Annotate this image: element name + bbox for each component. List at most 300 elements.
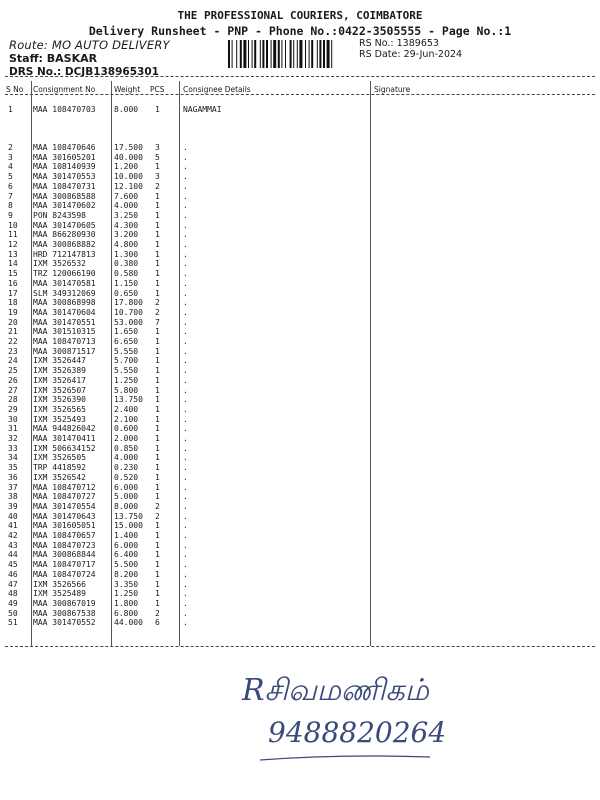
sno-cell: 1 bbox=[8, 105, 13, 114]
pcs-cell: 1 bbox=[155, 162, 160, 172]
barcode-bar bbox=[293, 40, 294, 68]
pcs-cell: 1 bbox=[155, 414, 160, 424]
rs-number: RS No.: 1389653 bbox=[359, 38, 439, 49]
weight-cell: 13.750 bbox=[114, 511, 143, 521]
pcs-cell: 2 bbox=[155, 608, 160, 618]
weight-cell: 1.650 bbox=[114, 327, 139, 337]
table-row bbox=[0, 580, 600, 590]
table-row bbox=[0, 395, 600, 405]
pcs-cell: 1 bbox=[155, 531, 160, 540]
drs-number: DRS No.: DCJB138965301 bbox=[9, 66, 159, 78]
sno-cell: 19 bbox=[8, 307, 18, 317]
consignment-cell: MAA 300867019 bbox=[33, 598, 96, 608]
sno-cell: 28 bbox=[8, 395, 18, 405]
table-row bbox=[0, 289, 600, 299]
sno-cell: 41 bbox=[8, 521, 18, 531]
weight-cell: 3.250 bbox=[114, 210, 139, 220]
details-cell: . bbox=[183, 453, 188, 463]
table-row bbox=[0, 105, 600, 115]
details-cell: . bbox=[183, 327, 188, 337]
weight-cell: 4.800 bbox=[114, 240, 139, 249]
consignment-cell: TRZ 120066190 bbox=[33, 269, 96, 279]
sno-cell: 4 bbox=[8, 162, 13, 172]
weight-cell: 5.700 bbox=[114, 356, 139, 366]
consignment-cell: MAA 301470643 bbox=[33, 511, 96, 521]
weight-cell: 4.000 bbox=[114, 453, 139, 463]
barcode-bar bbox=[236, 40, 237, 68]
pcs-cell: 1 bbox=[155, 395, 160, 405]
table-row bbox=[0, 337, 600, 347]
header-sno: S No bbox=[6, 85, 24, 94]
header-consignment: Consignment No bbox=[33, 85, 96, 94]
sno-cell: 39 bbox=[8, 501, 18, 511]
barcode-bar bbox=[266, 40, 268, 68]
table-row bbox=[0, 221, 600, 231]
pcs-cell: 1 bbox=[155, 492, 160, 502]
barcode-bar bbox=[297, 40, 298, 68]
weight-cell: 2.000 bbox=[114, 434, 139, 443]
weight-cell: 1.800 bbox=[114, 598, 139, 608]
pcs-cell: 1 bbox=[155, 482, 160, 492]
details-cell: . bbox=[183, 278, 188, 288]
table-row bbox=[0, 599, 600, 609]
pcs-cell: 1 bbox=[155, 424, 160, 434]
table-row bbox=[0, 531, 600, 541]
barcode-image bbox=[228, 40, 354, 68]
pcs-cell: 7 bbox=[155, 317, 160, 327]
pcs-cell: 5 bbox=[155, 152, 160, 162]
consignment-cell: MAA 944826042 bbox=[33, 424, 96, 434]
weight-cell: 1.300 bbox=[114, 249, 139, 259]
pcs-cell: 1 bbox=[155, 560, 160, 570]
barcode-bar bbox=[254, 40, 256, 68]
sno-cell: 20 bbox=[8, 317, 18, 327]
consignment-cell: IXM 3525493 bbox=[33, 414, 86, 424]
pcs-cell: 1 bbox=[155, 589, 160, 599]
consignment-cell: MAA 108470724 bbox=[33, 569, 96, 579]
consignment-cell: MAA 108470712 bbox=[33, 482, 96, 492]
barcode-bar bbox=[309, 40, 310, 68]
pcs-cell: 1 bbox=[155, 569, 160, 579]
sno-cell: 32 bbox=[8, 434, 18, 443]
details-cell: . bbox=[183, 618, 188, 628]
table-row bbox=[0, 618, 600, 628]
details-cell: . bbox=[183, 249, 188, 259]
sno-cell: 29 bbox=[8, 404, 18, 414]
details-cell: . bbox=[183, 298, 188, 308]
sno-cell: 35 bbox=[8, 463, 18, 473]
details-cell: . bbox=[183, 201, 188, 211]
consignment-cell: MAA 108470727 bbox=[33, 492, 96, 502]
consignment-cell: MAA 108470713 bbox=[33, 337, 96, 346]
weight-cell: 8.000 bbox=[114, 105, 139, 114]
barcode-bar bbox=[273, 40, 276, 68]
details-cell: . bbox=[183, 259, 188, 269]
pcs-cell: 1 bbox=[155, 404, 160, 414]
table-row bbox=[0, 211, 600, 221]
consignment-cell: MAA 108470646 bbox=[33, 143, 96, 152]
consignment-cell: IXM 3526390 bbox=[33, 395, 86, 405]
pcs-cell: 1 bbox=[155, 366, 160, 376]
weight-cell: 1.150 bbox=[114, 278, 139, 288]
weight-cell: 5.800 bbox=[114, 385, 139, 395]
details-cell: . bbox=[183, 366, 188, 376]
consignment-cell: MAA 108470703 bbox=[33, 105, 96, 114]
header-pcs: PCS bbox=[150, 85, 165, 94]
table-row bbox=[0, 356, 600, 366]
details-cell: . bbox=[183, 337, 188, 346]
pcs-cell: 1 bbox=[155, 463, 160, 473]
details-cell: . bbox=[183, 240, 188, 249]
barcode-bar bbox=[327, 40, 330, 68]
consignment-cell: MAA 300868844 bbox=[33, 550, 96, 560]
weight-cell: 6.800 bbox=[114, 608, 139, 618]
consignment-cell: MAA 301470605 bbox=[33, 220, 96, 230]
sno-cell: 26 bbox=[8, 375, 18, 385]
details-cell: . bbox=[183, 307, 188, 317]
barcode-bar bbox=[262, 40, 264, 68]
pcs-cell: 1 bbox=[155, 105, 160, 114]
table-row bbox=[0, 250, 600, 260]
pcs-cell: 1 bbox=[155, 230, 160, 240]
details-cell: . bbox=[183, 346, 188, 356]
details-cell: . bbox=[183, 560, 188, 570]
table-row bbox=[0, 405, 600, 415]
pcs-cell: 1 bbox=[155, 579, 160, 589]
top-divider bbox=[5, 76, 595, 77]
details-cell: . bbox=[183, 162, 188, 172]
table-row bbox=[0, 298, 600, 308]
barcode-bar bbox=[317, 40, 318, 68]
consignment-cell: MAA 301470411 bbox=[33, 434, 96, 443]
sno-cell: 12 bbox=[8, 240, 18, 249]
barcode-bar bbox=[248, 40, 249, 68]
sno-cell: 21 bbox=[8, 327, 18, 337]
consignment-cell: MAA 108470717 bbox=[33, 560, 96, 570]
details-cell: . bbox=[183, 220, 188, 230]
weight-cell: 8.000 bbox=[114, 501, 139, 511]
pcs-cell: 2 bbox=[155, 298, 160, 308]
barcode-bar bbox=[228, 40, 230, 68]
table-row bbox=[0, 453, 600, 463]
weight-cell: 6.000 bbox=[114, 540, 139, 550]
details-cell: . bbox=[183, 482, 188, 492]
table-row bbox=[0, 550, 600, 560]
details-cell: . bbox=[183, 598, 188, 608]
details-cell: . bbox=[183, 550, 188, 560]
details-cell: NAGAMMAI bbox=[183, 105, 222, 114]
details-cell: . bbox=[183, 424, 188, 434]
pcs-cell: 1 bbox=[155, 550, 160, 560]
table-row bbox=[0, 473, 600, 483]
header-weight: Weight bbox=[114, 85, 141, 94]
sno-cell: 42 bbox=[8, 531, 18, 540]
consignment-cell: IXM 3526505 bbox=[33, 453, 86, 463]
weight-cell: 0.230 bbox=[114, 463, 139, 473]
barcode-bar bbox=[323, 40, 325, 68]
pcs-cell: 1 bbox=[155, 240, 160, 249]
bottom-divider bbox=[5, 646, 595, 647]
table-row bbox=[0, 162, 600, 172]
details-cell: . bbox=[183, 579, 188, 589]
rs-date: RS Date: 29-Jun-2024 bbox=[359, 49, 463, 60]
barcode-bar bbox=[252, 40, 253, 68]
consignment-cell: MAA 301470604 bbox=[33, 307, 96, 317]
sno-cell: 14 bbox=[8, 259, 18, 269]
pcs-cell: 1 bbox=[155, 191, 160, 201]
consignment-cell: MAA 301510315 bbox=[33, 327, 96, 337]
table-row bbox=[0, 230, 600, 240]
weight-cell: 4.000 bbox=[114, 201, 139, 211]
signature-phone: 9488820264 bbox=[268, 716, 447, 749]
table-row bbox=[0, 259, 600, 269]
pcs-cell: 1 bbox=[155, 472, 160, 482]
sno-cell: 44 bbox=[8, 550, 18, 560]
sno-cell: 11 bbox=[8, 230, 18, 240]
sno-cell: 15 bbox=[8, 269, 18, 279]
table-row bbox=[0, 463, 600, 473]
details-cell: . bbox=[183, 210, 188, 220]
barcode-bar bbox=[271, 40, 272, 68]
consignment-cell: TRP 4418592 bbox=[33, 463, 86, 473]
weight-cell: 5.500 bbox=[114, 560, 139, 570]
barcode-bar bbox=[311, 40, 313, 68]
pcs-cell: 1 bbox=[155, 434, 160, 443]
details-cell: . bbox=[183, 288, 188, 298]
sno-cell: 36 bbox=[8, 472, 18, 482]
weight-cell: 4.300 bbox=[114, 220, 139, 230]
table-row bbox=[0, 521, 600, 531]
details-cell: . bbox=[183, 414, 188, 424]
consignment-cell: MAA 300868882 bbox=[33, 240, 96, 249]
sno-cell: 40 bbox=[8, 511, 18, 521]
weight-cell: 6.400 bbox=[114, 550, 139, 560]
pcs-cell: 1 bbox=[155, 269, 160, 279]
sno-cell: 9 bbox=[8, 210, 13, 220]
consignment-cell: IXM 3525489 bbox=[33, 589, 86, 599]
consignment-cell: MAA 301470551 bbox=[33, 317, 96, 327]
consignment-cell: MAA 300868588 bbox=[33, 191, 96, 201]
table-row bbox=[0, 143, 600, 153]
weight-cell: 1.400 bbox=[114, 531, 139, 540]
table-row bbox=[0, 444, 600, 454]
sno-cell: 30 bbox=[8, 414, 18, 424]
header-details: Consignee Details bbox=[183, 85, 251, 94]
sno-cell: 8 bbox=[8, 201, 13, 211]
details-cell: . bbox=[183, 181, 188, 191]
weight-cell: 8.200 bbox=[114, 569, 139, 579]
sno-cell: 2 bbox=[8, 143, 13, 152]
weight-cell: 0.850 bbox=[114, 443, 139, 453]
consignment-cell: SLM 349312069 bbox=[33, 288, 96, 298]
barcode-bar bbox=[319, 40, 321, 68]
details-cell: . bbox=[183, 434, 188, 443]
sno-cell: 49 bbox=[8, 598, 18, 608]
route-label: Route: MO AUTO DELIVERY bbox=[9, 38, 170, 52]
table-row bbox=[0, 483, 600, 493]
sno-cell: 33 bbox=[8, 443, 18, 453]
pcs-cell: 1 bbox=[155, 453, 160, 463]
pcs-cell: 1 bbox=[155, 540, 160, 550]
table-row bbox=[0, 172, 600, 182]
consignment-cell: MAA 300871517 bbox=[33, 346, 96, 356]
consignment-cell: IXM 3526565 bbox=[33, 404, 86, 414]
details-cell: . bbox=[183, 404, 188, 414]
weight-cell: 5.000 bbox=[114, 492, 139, 502]
sno-cell: 25 bbox=[8, 366, 18, 376]
barcode-bar bbox=[232, 40, 233, 68]
table-row bbox=[0, 182, 600, 192]
weight-cell: 3.350 bbox=[114, 579, 139, 589]
details-cell: . bbox=[183, 521, 188, 531]
details-cell: . bbox=[183, 152, 188, 162]
sno-cell: 43 bbox=[8, 540, 18, 550]
details-cell: . bbox=[183, 511, 188, 521]
table-row bbox=[0, 560, 600, 570]
barcode-bar bbox=[260, 40, 261, 68]
table-row bbox=[0, 279, 600, 289]
sno-cell: 47 bbox=[8, 579, 18, 589]
pcs-cell: 1 bbox=[155, 201, 160, 211]
header-divider bbox=[5, 94, 595, 95]
weight-cell: 1.200 bbox=[114, 162, 139, 172]
details-cell: . bbox=[183, 589, 188, 599]
details-cell: . bbox=[183, 569, 188, 579]
header-signature: Signature bbox=[374, 85, 411, 94]
details-cell: . bbox=[183, 608, 188, 618]
pcs-cell: 1 bbox=[155, 375, 160, 385]
sno-cell: 17 bbox=[8, 288, 18, 298]
sno-cell: 16 bbox=[8, 278, 18, 288]
details-cell: . bbox=[183, 143, 188, 152]
sno-cell: 51 bbox=[8, 618, 18, 628]
company-title: THE PROFESSIONAL COURIERS, COIMBATORE bbox=[177, 9, 423, 22]
details-cell: . bbox=[183, 356, 188, 366]
weight-cell: 40.000 bbox=[114, 152, 143, 162]
weight-cell: 17.800 bbox=[114, 298, 143, 308]
consignment-cell: MAA 301470554 bbox=[33, 501, 96, 511]
pcs-cell: 3 bbox=[155, 172, 160, 182]
table-row bbox=[0, 327, 600, 337]
consignment-cell: MAA 301470581 bbox=[33, 278, 96, 288]
consignment-cell: MAA 301470552 bbox=[33, 618, 96, 628]
consignment-cell: IXM 3526507 bbox=[33, 385, 86, 395]
weight-cell: 10.700 bbox=[114, 307, 143, 317]
table-row bbox=[0, 201, 600, 211]
weight-cell: 7.600 bbox=[114, 191, 139, 201]
details-cell: . bbox=[183, 443, 188, 453]
weight-cell: 6.650 bbox=[114, 337, 139, 346]
barcode-bar bbox=[290, 40, 292, 68]
details-cell: . bbox=[183, 375, 188, 385]
weight-cell: 1.250 bbox=[114, 375, 139, 385]
details-cell: . bbox=[183, 230, 188, 240]
sno-cell: 37 bbox=[8, 482, 18, 492]
pcs-cell: 1 bbox=[155, 598, 160, 608]
sno-cell: 48 bbox=[8, 589, 18, 599]
table-row bbox=[0, 589, 600, 599]
table-row bbox=[0, 308, 600, 318]
pcs-cell: 1 bbox=[155, 443, 160, 453]
weight-cell: 44.000 bbox=[114, 618, 143, 628]
pcs-cell: 2 bbox=[155, 181, 160, 191]
barcode-bar bbox=[305, 40, 306, 68]
pcs-cell: 1 bbox=[155, 249, 160, 259]
consignment-cell: HRD 712147813 bbox=[33, 249, 96, 259]
sno-cell: 46 bbox=[8, 569, 18, 579]
weight-cell: 0.580 bbox=[114, 269, 139, 279]
weight-cell: 2.100 bbox=[114, 414, 139, 424]
table-row bbox=[0, 269, 600, 279]
consignment-cell: IXM 3526566 bbox=[33, 579, 86, 589]
details-cell: . bbox=[183, 191, 188, 201]
weight-cell: 5.550 bbox=[114, 346, 139, 356]
consignment-cell: MAA 866280930 bbox=[33, 230, 96, 240]
details-cell: . bbox=[183, 385, 188, 395]
weight-cell: 17.500 bbox=[114, 143, 143, 152]
consignment-cell: IXM 3526532 bbox=[33, 259, 86, 269]
table-row bbox=[0, 492, 600, 502]
table-row bbox=[0, 347, 600, 357]
sno-cell: 31 bbox=[8, 424, 18, 434]
weight-cell: 13.750 bbox=[114, 395, 143, 405]
barcode-bar bbox=[240, 40, 242, 68]
pcs-cell: 3 bbox=[155, 143, 160, 152]
pcs-cell: 1 bbox=[155, 210, 160, 220]
consignment-cell: MAA 108470723 bbox=[33, 540, 96, 550]
sno-cell: 38 bbox=[8, 492, 18, 502]
details-cell: . bbox=[183, 269, 188, 279]
weight-cell: 10.000 bbox=[114, 172, 143, 182]
weight-cell: 53.000 bbox=[114, 317, 143, 327]
pcs-cell: 2 bbox=[155, 501, 160, 511]
sno-cell: 6 bbox=[8, 181, 13, 191]
sno-cell: 24 bbox=[8, 356, 18, 366]
sno-cell: 27 bbox=[8, 385, 18, 395]
signature-name: Rசிவமணிகம் bbox=[242, 673, 429, 708]
runsheet-subtitle: Delivery Runsheet - PNP - Phone No.:0422-3505555 - Page No.:1 bbox=[88, 24, 512, 38]
barcode-bar bbox=[331, 40, 332, 68]
sno-cell: 3 bbox=[8, 152, 13, 162]
weight-cell: 15.000 bbox=[114, 521, 143, 531]
sno-cell: 50 bbox=[8, 608, 18, 618]
pcs-cell: 1 bbox=[155, 521, 160, 531]
consignment-cell: MAA 301470553 bbox=[33, 172, 96, 182]
details-cell: . bbox=[183, 317, 188, 327]
consignment-cell: MAA 300868998 bbox=[33, 298, 96, 308]
staff-label: Staff: BASKAR bbox=[9, 52, 98, 65]
table-row bbox=[0, 502, 600, 512]
barcode-bar bbox=[285, 40, 286, 68]
table-row bbox=[0, 512, 600, 522]
details-cell: . bbox=[183, 472, 188, 482]
table-row bbox=[0, 570, 600, 580]
barcode-bar bbox=[278, 40, 280, 68]
table-row bbox=[0, 415, 600, 425]
barcode-bar bbox=[243, 40, 246, 68]
consignment-cell: IXM 3526447 bbox=[33, 356, 86, 366]
pcs-cell: 1 bbox=[155, 385, 160, 395]
details-cell: . bbox=[183, 172, 188, 182]
consignment-cell: IXM 3526542 bbox=[33, 472, 86, 482]
table-row bbox=[0, 386, 600, 396]
handwritten-signature bbox=[230, 660, 530, 770]
sno-cell: 23 bbox=[8, 346, 18, 356]
details-cell: . bbox=[183, 395, 188, 405]
consignment-cell: MAA 301470602 bbox=[33, 201, 96, 211]
details-cell: . bbox=[183, 501, 188, 511]
signature-underline bbox=[260, 756, 430, 760]
